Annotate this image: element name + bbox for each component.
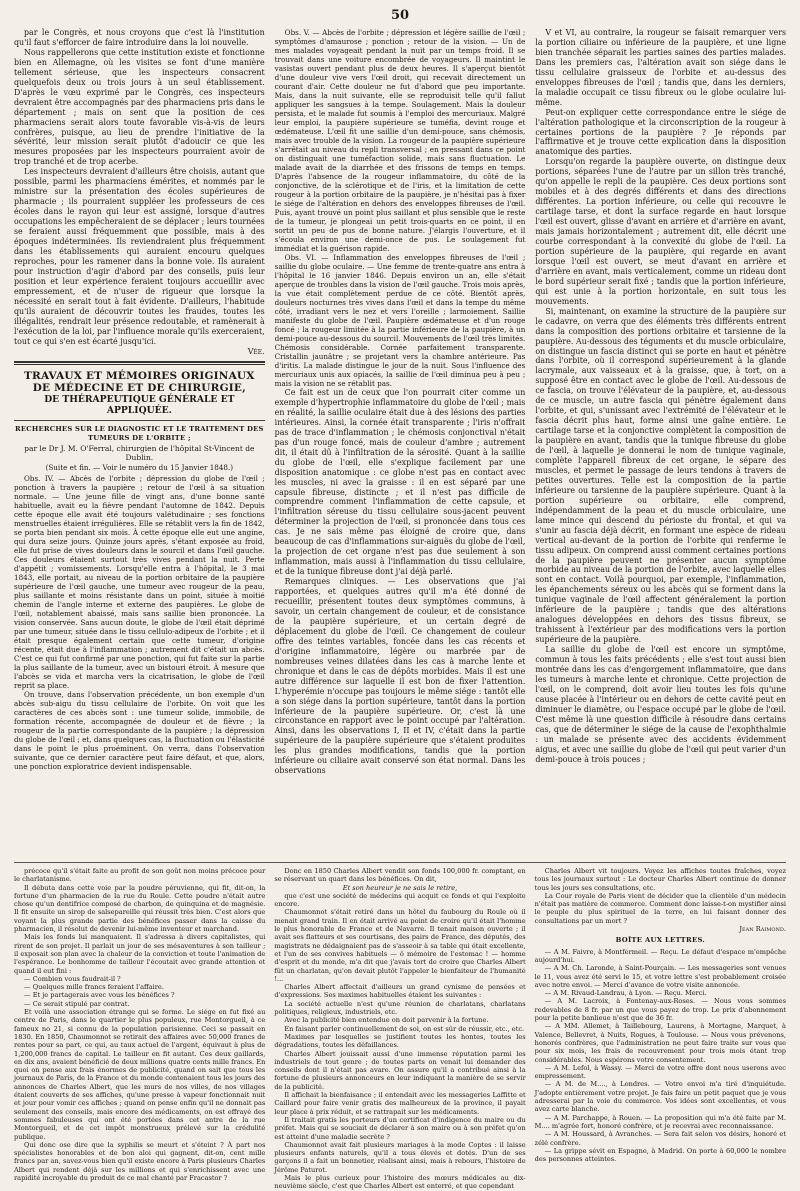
- paragraph: Lorsqu'on regarde la paupière ouverte, on distingue deux portions, séparées l'une de l'autre par un sillon très tranché, qu'on appelle le repli de la paupière. Ces deux portions sont mobiles et à des degrés différents et dans des directions différentes. La portion inférieure, ou celle qui recouvre le cartilage tarse, et dont la surface regarde en haut lorsque l'œil est ouvert, glisse d'avant en arrière et d'arrière en avant, mais jamais horizontalement ; autrement dit, elle décrit une courbe correspondant à la convexité du globe de l'œil. La portion supérieure de la paupière, qui regarde en avant lorsque l'œil est ouvert, se meut d'avant en arrière et d'arrière en avant, mais verticalement, comme un rideau dont le bord supérieur serait fixé ; tandis que la portion inférieure, qui est unie à la portion horizontale, en suit tous les mouvements.: [535, 157, 787, 306]
- letter-reply: — A MM. Allemet, à Taillebourg, Laurens, à Mortagne, Marquet, à Valence, Bellevret, à Nuits, Rogues, à Toulouse. — Nous vous prévenons, honorés confrères, que l'administration ne peut faire traite sur vous que pour six mois, les frais de recouvrement pour trois mois étant trop considérables. Nous espérons votre consentement.: [534, 1022, 786, 1064]
- dialogue-line: — Ce serait stipulé par contrat.: [24, 999, 130, 1008]
- paragraph: Les inspecteurs devraient d'ailleurs être choisis, autant que possible, parmi les pharmaciens émérites, et nommés par le ministre sur la présentation des écoles supérieures de pharmacie ; ils pourraient suppléer les professeurs de ces écoles dans le rayon qui leur est assigné, lorsque d'autres occupations les empêcheraient de se déplacer ; leurs tournées se feraient aussi fréquemment que possible, mais à des époques indéterminées. Ils reviendraient plus fréquemment dans les établissements qui auraient encouru quelques reproches, pour les ramener dans la bonne voie. Ils auraient pour instruction d'agir d'abord par des conseils, puis leur position et leur expérience feraient toujours accueillir avec empressement, et de n'user de rigueur que lorsque la nécessité en serait tout à fait évidente. D'ailleurs, l'habitude qu'ils auraient de découvrir toutes les fraudes, toutes les illégalités, rendrait leur présence redoutable, et ramènerait à l'exécution de la loi, par l'influence morale qu'ils exerceraient, tout ce qui s'en est écarté jusqu'ici.: [14, 167, 265, 346]
- paragraph: Il affichait la bienfaisance ; il entendait avec les messageries Laffitte et Caillard pour faire venir gratis des malheureux de la province, il payait leur place à prix réduit, et se rattrapait sur les médicaments.: [274, 1091, 526, 1116]
- paragraph: Et voilà une association étrange qui se forme. Le siége en fut fixé au centre de Paris, dans le quartier le plus populeux, rue Montorgueil, à ce fameux no 21, si connu de la population parisienne. Ceci se passait en 1830. En 1850, Chaumonnot se retirait des affaires avec 50,000 francs de rentes pour sa part, ce qui, au taux actuel de l'argent, équivaut à plus de 1,200,000 francs de capital. Le tailleur en fit autant. Ces deux gaillards, en dix ans, avaient bénéficié de deux millions quatre cents mille francs. En quoi on pense aux frais énormes de publicité, quand on sait que tous les journaux de Paris, de la France et du monde contenaient tous les jours des annonces de Charles Albert, que les murs de nos villes, de nos villages étaient couverts de ses affiches, qu'une presse à vapeur fonctionnait nuit et jour pour vomir ces affiches ; quand on pense enfin qu'il ne donnait pas seulement des conseils, mais encore des médicaments, on est effrayé des sommes fabuleuses qui ont été portées dans cet antre de la rue Montorgueil, et de cet impôt monstrueux prélevé sur la crédulité publique.: [14, 1008, 266, 1141]
- paragraph: Mais le plus curieux pour l'histoire des mœurs médicales au dix-neuvième siècle, c'est que Charles Albert est enterré, et que cependant: [274, 1173, 526, 1191]
- paragraph: Qui donc ose dire que la syphilis se meurt et s'éteint ? À part nos spécialistes honorables et de bon aloi qui gagnent, dit-on, cent mille francs par an, savez-vous bien qu'il existe encore à Paris plusieurs Charles Albert qui rendent déjà sur les millions et qui s'enrichissent avec une rapidité incroyable du produit de ce mal chanté par Fracastor ?: [14, 1140, 266, 1182]
- paragraph: Charles Albert vit toujours. Voyez les affiches toutes fraîches, voyez tous les journaux surtout : Le docteur Charles Albert continue de donner tous les jours ses consultations, etc.: [534, 867, 786, 892]
- newspaper-page: [14, 8, 787, 1191]
- paragraph: Maximes par lesquelles se justifient toutes les hontes, toutes les dégradations, toutes les défaillances.: [274, 1032, 526, 1050]
- maxim: Avec la publicité bien entendue on doit parvenir à la fortune.: [284, 1016, 489, 1025]
- author-signature: Vée.: [247, 346, 265, 356]
- letters-box-title: BOÎTE AUX LETTRES.: [615, 936, 706, 945]
- article-continuation-note: (Suite et fin. — Voir le numéro du 15 Janvier 1848.): [45, 463, 234, 473]
- paragraph: Charles Albert affectait d'ailleurs un grand cynisme de pensées et d'expressions. Ses maximes habituelles étaient les suivantes :: [274, 983, 526, 1000]
- letter-reply: — A M. Ch. Laronde, à Saint-Pourçain. — Les messageries sont venues le 11, vous avez été servi le 15, et votre lettre s'est probablement croisée avec notre envoi. — Merci d'avance de votre visite annoncée.: [534, 964, 786, 989]
- article-byline: par le Dr J. M. O'Ferral, chirurgien de l'hôpital St-Vincent de Dublin.: [24, 443, 255, 463]
- paragraph: Il débuta dans cette voie par la poudre péruvienne, qui fit, dit-on, la fortune d'un pharmacien de la rue du Roule. Cette poudre n'était autre chose qu'un dentifrice composé de charbon, de quinquina et de magnésie. Il fit ensuite un sirop de salsepareille qui réussit très bien. C'est alors que voyant la plus grande partie des bénéfices passer dans la caisse du pharmacien, il résolut de devenir lui-même inventeur et marchand.: [14, 883, 266, 934]
- paragraph: Obs. IV. — Abcès de l'orbite ; dépression du globe de l'œil ; ponction à travers la paupière ; retour de l'œil à sa situation normale. — Une jeune fille de vingt ans, d'une bonne santé habituelle, avait eu la fièvre pendant l'automne de 1842. Depuis cette époque elle avait été toujours valétudinaire ; ses fonctions menstruelles étaient irrégulières. Elle se rétablit vers la fin de 1842, se porta bien pendant six mois. À cette époque elle eut une angine, qui dura seize jours. Quinze jours après, s'étant exposée au froid, elle fut prise de vives douleurs dans le sourcil et dans l'œil gauche. Ces douleurs étaient surtout très vives pendant la nuit. Perte d'appétit ; vomissements. Lorsqu'elle entra à l'hôpital, le 3 mai 1843, elle portait, au niveau de la portion orbitaire de la paupière supérieure de l'œil gauche, une tumeur avec rougeur de la peau, plus saillante et moins résistante dans un point, située à moitié chemin de l'angle interne et externe des paupières. Le globe de l'œil, notablement abaissé, mais sans saillie bien prononcée. La vision conservée. Sans aucun doute, le globe de l'œil était déprimé par une tumeur, située dans le tissu cellulo-adipeux de l'orbite ; et il était presque également certain que cette tumeur, d'origine récente, était due à l'inflammation ; autrement dit c'était un abcès. C'est ce qui fut confirmé par une ponction, qui fut faite sur la partie la plus saillante de la tumeur, avec un bistouri étroit. À mesure que l'abcès se vida et marcha vers la cicatrisation, le globe de l'œil reprit sa place.: [14, 474, 265, 691]
- verse-line: Et son heureur je ne sais le retire,: [342, 883, 458, 892]
- article-body: [275, 28, 526, 388]
- article-title: RECHERCHES SUR LE DIAGNOSTIC ET LE TRAITEMENT DES TUMEURS DE L'ORBITE ;: [15, 425, 264, 443]
- paragraph: Si, maintenant, on examine la structure de la paupière sur le cadavre, on verra que des éléments très différents entrent dans la composition des portions orbitaire et tarsienne de la paupière. Au-dessous des téguments et du muscle orbiculaire, on distingue un fascia distinct qui se porte en haut et pénètre dans l'orbite, où il correspond supérieurement à la glande lacrymale, aux vaisseaux et à la graisse, que, à tort, on a supposé être en contact avec le globe de l'œil. Au-dessous de ce fascia, on trouve l'élévateur de la paupière, et, au-dessous de ce muscle, un autre fascia qui pénètre également dans l'orbite, et qui, s'unissant avec l'extrémité de l'élévateur et le fascia décrit plus haut, forme ainsi une gaîne entière. Le cartilage tarse et la conjonctive complètent la composition de la paupière en avant, tandis que la tunique fibreuse du globe de l'œil, à laquelle je donnerai le nom de tunique vaginale, complète l'appareil fibreux de cet organe, le sépare des muscles, et permet le passage de leurs tendons à travers de petites ouvertures. Telle est la composition de la partie inférieure ou tarsienne de la paupière supérieure. Quant à la portion supérieure ou orbitaire, elle comprend, indépendamment de la peau et du muscle orbiculaire, une lame mince qui descend du périoste du frontal, et qui va s'unir au fascia déjà décrit, en formant une espèce de rideau vertical au-devant de la portion de l'orbite qui renferme le tissu adipeux. On comprend aussi comment certaines portions de la paupière peuvent ne présenter aucun symptôme morbide au niveau de la portion de l'orbite, avec laquelle elles sont en contact. Voilà pourquoi, par exemple, l'inflammation, les épanchements séreux ou les abcès qui se forment dans la tunique vaginale de l'œil affectent généralement la portion inférieure de la paupière ; tandis que des altérations analogues développées en dehors des tissus fibreux, se trahissent à l'extérieur par des modifications vers la portion supérieure de la paupière.: [535, 306, 787, 645]
- paragraph: Obs. VI. — Inflammation des enveloppes fibreuses de l'œil ; saillie du globe oculaire. — Une femme de trente-quatre ans entra à l'hôpital le 16 janvier 1846. Depuis environ un an, elle s'était aperçue de troubles dans la vision de l'œil gauche. Trois mois après, la vue était complètement perdue de ce côté. Bientôt après, douleurs nocturnes très vives dans l'œil et dans la tempe du même côté, irradiant vers le nez et vers l'oreille ; larmoiement. Saillie manifeste du globe de l'œil. Paupière œdémateuse et d'un rouge foncé ; la rougeur limitée à la partie inférieure de la paupière, à un demi-pouce au-dessous du sourcil. Mouvements de l'œil très limités. Chémosis considérable. Cornée parfaitement transparente. Cristallin jaunâtre ; se projetant vers la chambre antérieure. Pas d'iritis. La malade distingue le jour de la nuit. Sous l'influence des mercuriaux unis aux opiacés, la saillie de l'œil diminua peu à peu ; mais la vision ne se rétablit pas.: [274, 253, 526, 388]
- dialogue-line: — Et je partagerais avec vous les bénéfices ?: [24, 991, 175, 1000]
- paragraph: Charles Albert jouissait aussi d'une immense réputation parmi les industriels de tout genre ; de toutes parts on venait lui demander des conseils dont il n'était pas avare. On assure qu'il a contribué ainsi à la fortune de plusieurs annonceurs en leur indiquant la manière de se servir de la publicité.: [274, 1049, 526, 1091]
- letter-reply: — A M. Lefol, à Wassy. — Merci de votre offre dont nous userons avec empressement.: [534, 1063, 786, 1081]
- letter-reply: — A M. Houssard, à Avranches. — Sera fait selon vos désirs, honoré et zélé confrère.: [534, 1130, 786, 1147]
- paragraph: Remarques cliniques. — Les observations que j'ai rapportées, et quelques autres qu'il m'a été donné de recueillir, présentent toutes deux symptômes communs, à savoir, un certain changement de couleur, et de consistance de la paupière supérieure, et un certain degré de déplacement du globe de l'œil. Ce changement de couleur offre des teintes variables, foncée dans les cas récents et d'origine inflammatoire, légère ou marbrée par de nombreuses veines dilatées dans les cas à marche lente et chronique et dans le cas de dépôts morbides. Mais il est une autre différence sur laquelle il est bon de fixer l'attention. L'hyperémie n'occupe pas toujours le même siége : tantôt elle a son siége dans la portion supérieure, tantôt dans la portion inférieure de la paupière supérieure. Or, c'est là une circonstance en rapport avec le point occupé par l'altération. Ainsi, dans les observations I, II et IV, c'était dans la partie supérieure de la paupière supérieure que s'étaient produites les plus grandes modifications, tandis que la portion inférieure ou ciliaire avait conservé son état normal. Dans les observations: [274, 577, 526, 776]
- feuilleton-section: [14, 862, 786, 1191]
- paragraph: On trouve, dans l'observation précédente, un bon exemple d'un abcès sub-aigu du tissu cellulaire de l'orbite. On voit que les caractères de ces abcès sont : une tumeur solide, immobile, de formation récente, accompagnée de douleur et de fièvre ; la rougeur de la partie correspondante de la paupière ; la dépression du globe de l'œil ; et, dans quelques cas, la fluctuation ou l'élasticité dans le point le plus proéminent. On verra, dans l'observation suivante, que ce dernier caractère peut faire défaut, et que, alors, une ponction exploratrice devient indispensable.: [14, 690, 265, 772]
- paragraph: Chaumonnot avait fait plusieurs mariages à la mode Coptes : il laisse plusieurs enfants naturels, qu'il a tous élevés et dotés. D'un de ses garçons il a fait un bonnetier, réalisant ainsi, mais à rebours, l'histoire de Jérôme Paturot.: [274, 1140, 526, 1174]
- letter-reply: — A M. Parchappe, à Rouen. — La proposition qui m'a été faite par M. M.... m'agrée fort, honoré confrère, et je recevrai avec reconnaissance.: [534, 1113, 786, 1130]
- paragraph: Peut-on expliquer cette correspondance entre le siége de l'altération pathologique et la circonscription de la rougeur à certaines portions de la paupière ? Je réponds par l'affirmative et je trouve cette explication dans la disposition anatomique des parties.: [535, 107, 787, 157]
- paragraph: Donc en 1850 Charles Albert vendit son fonds 100,000 fr. comptant, en se réservant un quart dans les bénéfices. On dit,: [274, 867, 526, 884]
- lower-column-2: [274, 867, 526, 1191]
- maxim: La société actuelle n'est qu'une réunion de charlatans, charlatans politiques, religieux, industriels, etc.: [274, 999, 526, 1017]
- paragraph: Chaumonnot s'était retiré dans un hôtel du faubourg du Roule où il menait grand train. Il en était arrivé au point de croire qu'il était l'homme le plus honorable de France et de Navarre. Il tenait maison ouverte ; il avait ses flatteurs et ses courtisans, des pairs de France, des députés, des magistrats ne dédaignaient pas de s'asseoir à sa table qui était excellente, et l'un de ses convives habituels — ô mémoire de l'estomac ! — homme d'esprit et du monde, m'a dit que j'avais tort de croire que Charles Albert fût un charlatan, qu'on devait plutôt l'appeler le bienfaiteur de l'humanité !...: [274, 908, 526, 983]
- dialogue-line: — Combien vous faudrait-il ?: [24, 974, 121, 983]
- article-body: [14, 474, 265, 771]
- pharmacy-inspection-text: [14, 28, 265, 347]
- paragraph: Mais les fonds lui manquaient. Il s'adressa à divers capitalistes, qui rirent de son projet. Il parlait un jour de ses mésaventures à son tailleur ; il exposait son plan avec la chaleur de la conviction et toute l'animation de l'espérance. Le bonhomme de tailleur l'écoutait avec grande attention et quand il eut fini :: [14, 933, 266, 975]
- paragraph: Obs. V. — Abcès de l'orbite ; dépression et légère saillie de l'œil ; symptômes d'amaurose ; ponction ; retour de la vision. — Un de mes malades voyageait pendant la nuit par un temps froid. Il se trouvait dans une voiture encombrée de voyageurs. Il maintint le vasistas ouvert pendant plus de deux heures. Il s'aperçut bientôt d'une douleur vive vers l'œil droit, qui recevait directement un courant d'air. Cette douleur ne fut d'abord que peu importante. Mais, dans la nuit suivante, elle se reproduisit telle qu'il fallut appliquer les sangsues à la tempe. Soulagement. Mais la douleur persista, et le malade fut soumis à l'emploi des mercuriaux. Malgré leur emploi, la paupière supérieure se tuméfia, devint rouge et œdémateuse. L'œil fit une saillie d'un demi-pouce, sans chémosis, mais avec trouble de la vision. La rougeur de la paupière supérieure s'arrêtait au niveau du repli transversal ; en pressant dans ce point on distinguait une tuméfaction solide, mais sans fluctuation. Le malade avait de la diarrhée et des frissons de temps en temps. D'après l'absence de la rougeur inflammatoire, du côté de la conjonctive, de la sclérotique et de l'iris, et la limitation de cette rougeur à la portion orbitaire de la paupière, je n'hésitai pas à fixer le siége de l'altération en dehors des enveloppes fibreuses de l'œil. Puis, ayant trouvé un point plus saillant et plus sensible que le reste de la tumeur, je plongeai un petit trois-quarts en ce point, il en sortit un peu de pus de bonne nature. J'élargis l'ouverture, et il s'écoula environ une demi-once de pus. Le soulagement fut immédiat et la guérison rapide.: [274, 28, 526, 253]
- lower-column-1: [14, 867, 266, 1182]
- section-title: TRAVAUX ET MÉMOIRES ORIGINAUX DE MÉDECINE ET DE CHIRURGIE,: [24, 370, 255, 395]
- lower-column-3: [534, 867, 786, 1164]
- paragraph: V et VI, au contraire, la rougeur se faisait remarquer vers la portion ciliaire ou inférieure de la paupière, et une ligne bien tranchée séparait les parties saines des parties malades. Dans les premiers cas, l'altération avait son siége dans le tissu cellulaire graisseux de l'orbite et au-dessus des enveloppes fibreuses de l'œil ; tandis que, dans les derniers, la maladie occupait ce tissu fibreux ou le globe oculaire lui-même.: [535, 28, 787, 107]
- maxim: En faisant parler continuellement de soi, on est sûr de réussir, etc., etc.: [284, 1024, 525, 1033]
- paragraph: Il traitait gratis les porteurs d'un certificat d'indigence du maire ou du préfet. Mais qui se souciait de déclarer à son maire ou à son préfet qu'on est atteint d'une maladie secrète ?: [274, 1115, 526, 1141]
- author-signature: Jean Raimond.: [739, 925, 786, 934]
- letter-reply: — A M. de M...., à Londres. — Votre envoi m'a tiré d'inquiétude. J'adopte entièrement votre projet. Je fais faire un petit paquet que je vous adresserai par la voie du commerce. Vos idées sont excellentes, et vous avez carte blanche.: [534, 1080, 786, 1114]
- paragraph: précoce qu'il s'était faite au profit de son goût non moins précoce pour le charlatanisme.: [14, 867, 266, 884]
- upper-column-2: [275, 28, 526, 856]
- upper-column-1: [14, 28, 265, 856]
- upper-column-3: [535, 28, 786, 856]
- letter-reply: — A M. Faivre, à Montfermeil. — Reçu. Le défaut d'espace m'empêche aujourd'hui.: [534, 947, 786, 964]
- divider: [14, 420, 265, 421]
- paragraph: Nous rappellerons que cette institution existe et fonctionne bien en Allemagne, où les visites se font d'une manière tellement sérieuse, que les inspecteurs consacrent quelquefois deux ou trois jours à un seul établissement. D'après le vœu exprimé par le Congrès, ces inspecteurs devraient être accompagnés par des pharmaciens pris dans le département ; mais on sent que la position de ces pharmaciens serait alors toute favorable vis-à-vis de leurs confrères, puisque, au lieu de prendre l'initiative de la sévérité, leur mission serait plutôt d'adoucir ce que les mesures proposées par les inspecteurs pourraient avoir de trop tranché et de trop acerbe.: [14, 47, 265, 167]
- upper-section: [14, 28, 786, 856]
- dialogue-line: — Quelques mille francs feraient l'affaire.: [24, 983, 164, 992]
- paragraph: La saillie du globe de l'œil est encore un symptôme, commun à tous les faits précédents ; elle s'est tout aussi bien montrée dans les cas d'engorgement inflammatoire, que dans les tumeurs à marche lente et chronique. Cette projection de l'œil, on le comprend, doit avoir lieu toutes les fois qu'une cause placée à l'intérieur ou en dehors de cette cavité peut en diminuer le diamètre, ou l'espace occupé par le globe de l'œil. C'est même là une question difficile à résoudre dans certains cas, que de déterminer le siége de la cause de l'exophthalmie : un malade se présente avec des accidents évidemment aigus, et avec une saillie du globe de l'œil qui peut varier d'un demi-pouce à trois pouces ;: [535, 645, 787, 764]
- letter-reply: — A M. Lacroix, à Fontenay-aux-Roses. — Nous vous sommes redevables de 8 fr. par un que vous payez de trop. Le prix d'abonnement pour la petite banlieue n'est que de 36 fr.: [534, 997, 786, 1023]
- news-item: — La grippe sévit en Espagne, à Madrid. On porte à 60,000 le nombre des personnes atteintes.: [534, 1146, 786, 1164]
- section-divider: [14, 361, 265, 365]
- section-subtitle: DE THÉRAPEUTIQUE GÉNÉRALE ET APPLIQUÉE.: [44, 394, 235, 417]
- page-number: 50: [390, 8, 410, 23]
- paragraph: que c'est une société de médecins qui acquit ce fonds et qui l'exploite encore.: [274, 891, 526, 909]
- paragraph: Ce fait est un de ceux que l'on pourrait citer comme un exemple d'hypertrophie inflammatoire du globe de l'œil ; mais en réalité, la saillie oculaire était due à des lésions des parties intérieures. Ainsi, la cornée était transparente ; l'iris n'offrait pas de trace d'inflammation ; le chémosis conjonctival n'était pas d'un rouge foncé, mais de couleur d'ambre ; autrement dit, il était dû à l'infiltration de la sérosité. Quant à la saillie du globe de l'œil, elle s'explique facilement par une disposition anatomique : ce globe n'est pas en contact avec les muscles, ni avec la graisse : il en est séparé par une capsule fibreuse, distincte ; et il n'est pas difficile de comprendre comment l'inflammation de cette capsule, et l'infiltration séreuse du tissu cellulaire sous-jacent peuvent déterminer la projection de l'œil, si prononcée dans tous ces cas. Je ne sais même pas éloigné de croire que, dans beaucoup de cas d'inflammations sur-aiguës du globe de l'œil, la projection de cet organe n'est pas due seulement à son inflammation, mais aussi à l'inflammation du tissu cellulaire, et de la tunique fibreuse dont j'ai déjà parlé.: [274, 388, 526, 577]
- letter-reply: — A M. Rivaud-Landrau, à Lyon. — Reçu. Merci.: [544, 989, 707, 998]
- paragraph: par le Congrès, et nous croyons que c'est là l'institution qu'il faut s'efforcer de faire introduire dans la loi nouvelle.: [14, 28, 265, 47]
- paragraph: La Cour royale de Paris vient de décider que la clientèle d'un médecin n'était pas matière de commerce. Comment donc laisse-t-on mystifier ainsi le peuple du plus spirituel de la terre, en lui faisant donner des consultations par un mort ?: [534, 891, 786, 925]
